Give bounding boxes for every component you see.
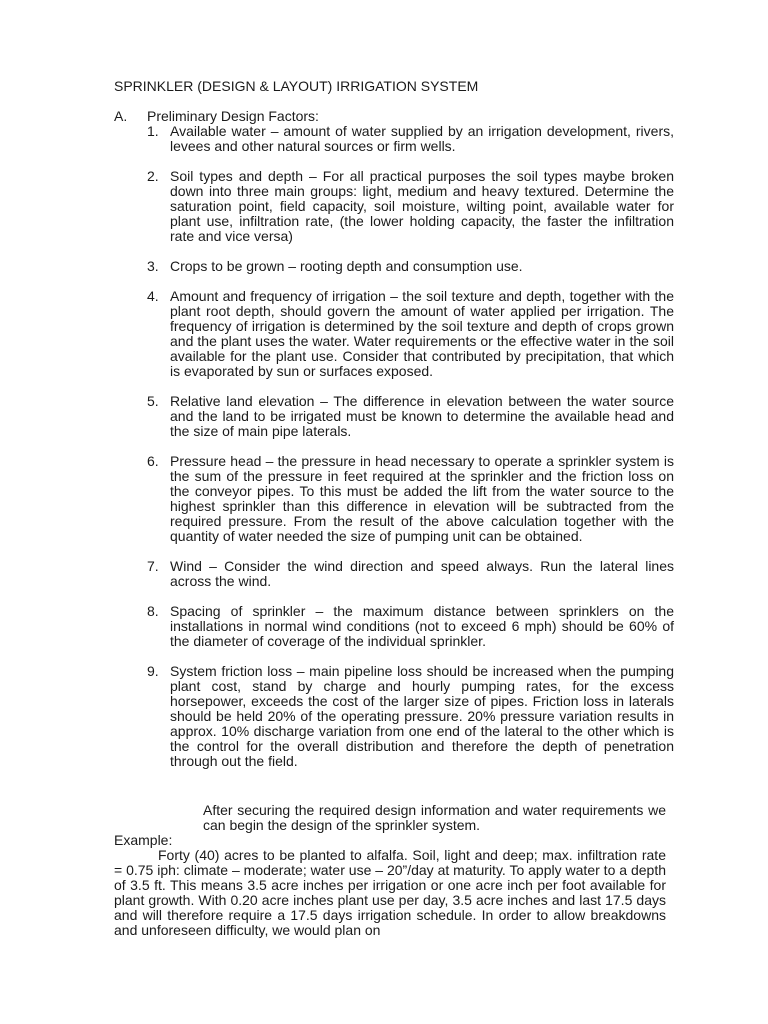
section-letter: A. xyxy=(114,108,128,124)
factor-number: 6. xyxy=(147,453,159,469)
document-title: SPRINKLER (DESIGN & LAYOUT) IRRIGATION SYSTEM xyxy=(114,78,479,94)
factor-number: 7. xyxy=(147,558,159,574)
factor-text: Wind – Consider the wind direction and speed always. Run the lateral lines across the wind. xyxy=(170,558,674,589)
after-paragraph: After securing the required design information and water requirements we can begin the design of the sprinkler system. xyxy=(203,802,666,833)
factor-number: 8. xyxy=(147,603,159,619)
factor-item-1 xyxy=(147,124,674,154)
section-preliminary-design-factors xyxy=(114,108,674,769)
factor-text: Pressure head – the pressure in head necessary to operate a sprinkler system is the sum of the pressure in feet required at the sprinkler and the friction loss on the conveyor pipes. To this must be added the lift from the water source to the highest sprinkler than this difference in elevation will be subtracted from the required pressure. From the result of the above calculation together with the quantity of water needed the size of pumping unit can be obtained. xyxy=(170,453,674,544)
section-title: Preliminary Design Factors: xyxy=(147,108,319,124)
factor-text: Crops to be grown – rooting depth and consumption use. xyxy=(170,258,523,274)
example-label: Example: xyxy=(114,832,173,848)
design-factors-list xyxy=(147,124,674,784)
factor-item-6 xyxy=(147,454,674,544)
factor-number: 1. xyxy=(147,123,159,139)
factor-item-9 xyxy=(147,664,674,769)
factor-text: Soil types and depth – For all practical purposes the soil types maybe broken down into three main groups: light, medium and heavy textured. Determine the saturation point, field capacity, soil moisture, wilting point, available water for plant use, infiltration rate, (the lower holding capacity, the faster the infiltration rate and vice versa) xyxy=(170,168,674,244)
example-paragraph: Forty (40) acres to be planted to alfalfa. Soil, light and deep; max. infiltration rate = 0.75 iph: climate – moderate; water use – 20”/day at maturity. To apply water to a depth of 3.5 ft. This means 3.5 acre inches per irrigation or one acre inch per foot available for plant growth. With 0.20 acre inches plant use per day, 3.5 acre inches and last 17.5 days and will therefore require a 17.5 days irrigation schedule. In order to allow breakdowns and unforeseen difficulty, we would plan on xyxy=(114,847,666,938)
factor-item-5 xyxy=(147,394,674,439)
factor-number: 5. xyxy=(147,393,159,409)
factor-item-7 xyxy=(147,559,674,589)
factor-text: Amount and frequency of irrigation – the soil texture and depth, together with the plant root depth, should govern the amount of water applied per irrigation. The frequency of irrigation is determined by the soil texture and depth of crops grown and the plant uses the water. Water requirements or the effective water in the soil available for the plant use. Consider that contributed by precipitation, that which is evaporated by sun or surfaces exposed. xyxy=(170,288,674,379)
factor-text: System friction loss – main pipeline loss should be increased when the pumping plant cost, stand by charge and hourly pumping rates, for the excess horsepower, exceeds the cost of the larger size of pipes. Friction loss in laterals should be held 20% of the operating pressure. 20% pressure variation results in approx. 10% discharge variation from one end of the lateral to the other which is the control for the overall distribution and therefore the depth of penetration through out the field. xyxy=(170,663,674,769)
factor-number: 4. xyxy=(147,288,159,304)
factor-text: Available water – amount of water supplied by an irrigation development, rivers, levees and other natural sources or firm wells. xyxy=(170,123,674,154)
factor-text: Relative land elevation – The difference in elevation between the water source and the land to be irrigated must be known to determine the available head and the size of main pipe laterals. xyxy=(170,393,674,439)
factor-number: 2. xyxy=(147,168,159,184)
section-heading xyxy=(114,109,674,124)
factor-number: 3. xyxy=(147,258,159,274)
factor-item-8 xyxy=(147,604,674,649)
factor-item-3 xyxy=(147,259,674,274)
factor-item-2 xyxy=(147,169,674,244)
factor-number: 9. xyxy=(147,663,159,679)
factor-text: Spacing of sprinkler – the maximum distance between sprinklers on the installations in normal wind conditions (not to exceed 6 mph) should be 60% of the diameter of coverage of the individual sprinkler. xyxy=(170,603,674,649)
factor-item-4 xyxy=(147,289,674,379)
